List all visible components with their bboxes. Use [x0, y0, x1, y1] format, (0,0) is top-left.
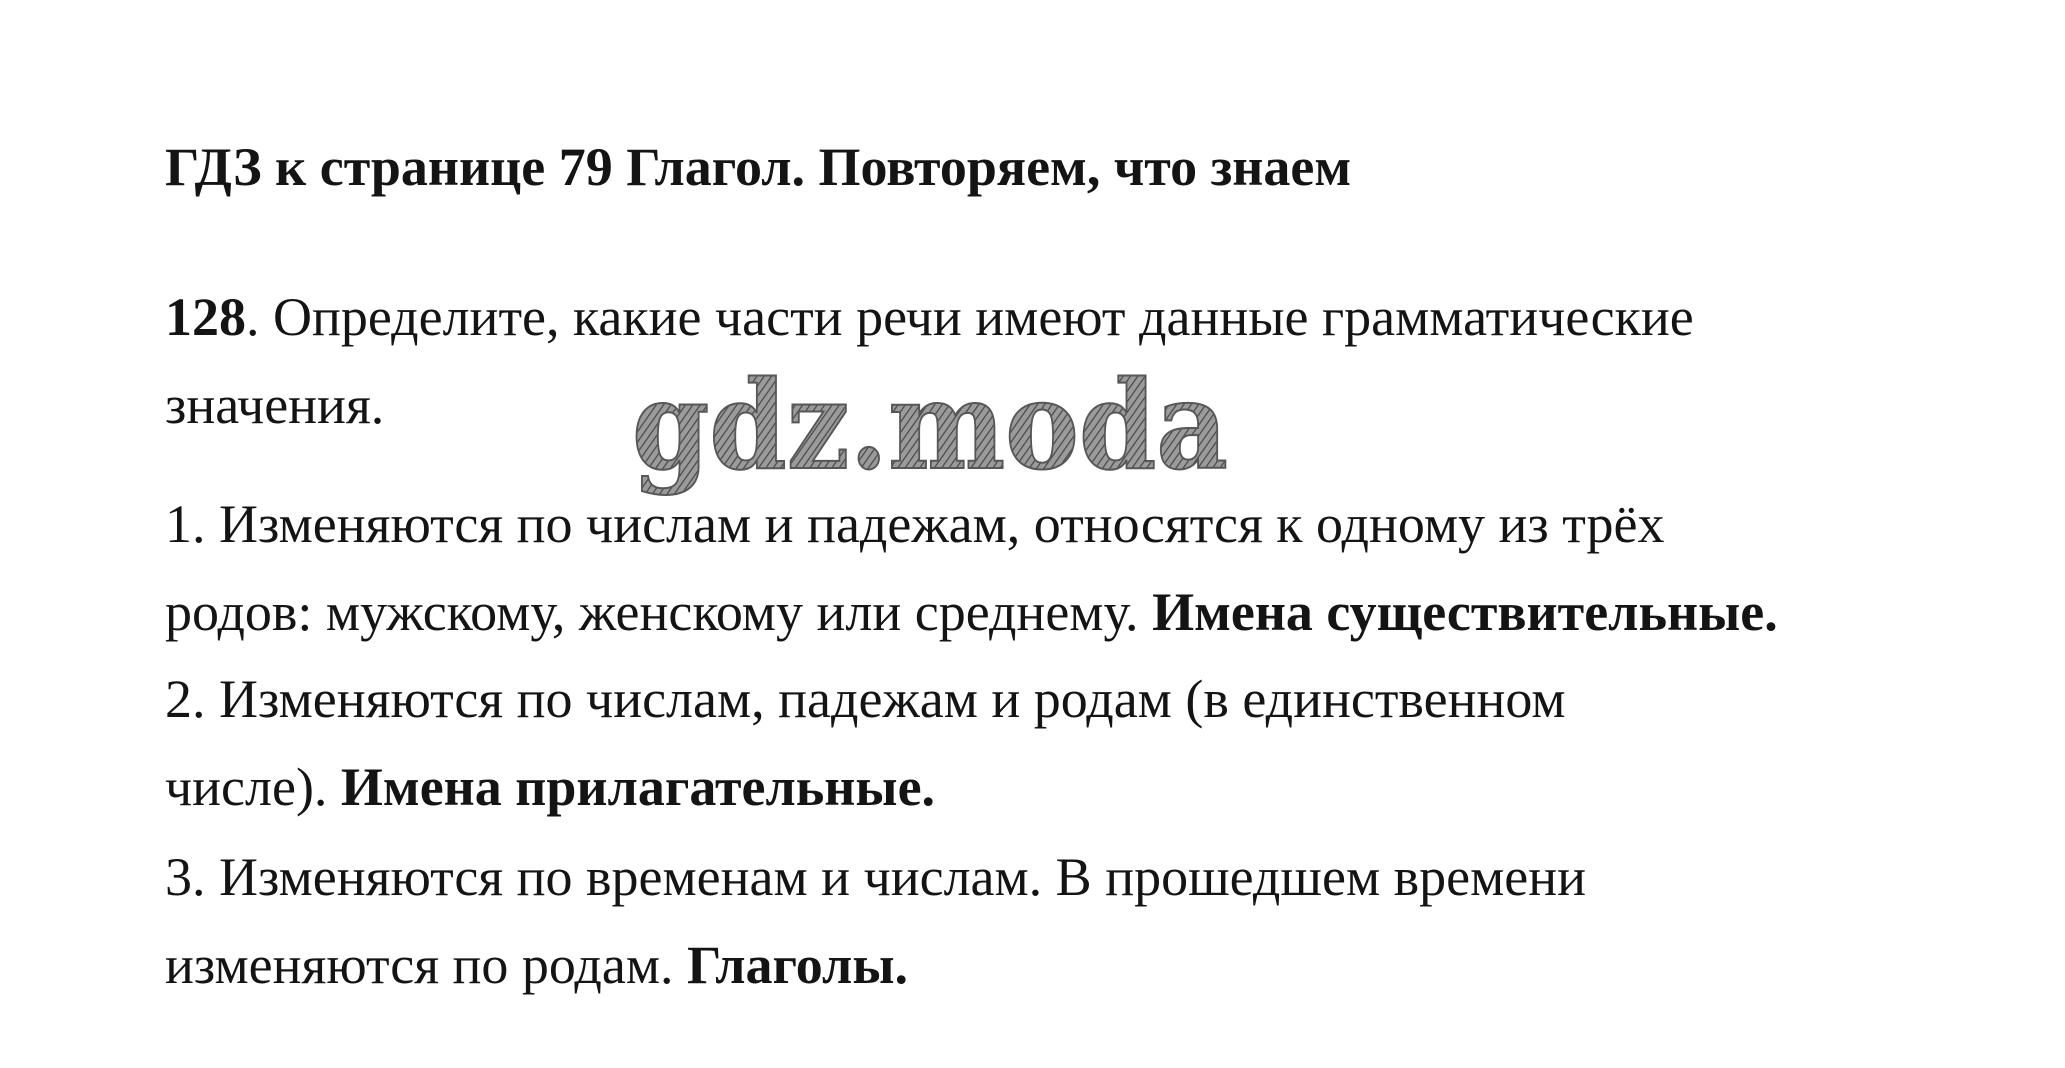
item-1-answer: Имена существительные.	[1152, 582, 1778, 642]
watermark-logo	[630, 353, 1230, 497]
item-2-line-1: 2. Изменяются по числам, падежам и родам (в единственном	[165, 669, 1566, 729]
item-2-line-2	[165, 757, 936, 817]
item-1-line-2	[165, 582, 1778, 642]
task-line-1	[165, 287, 1694, 347]
watermark-svg	[630, 353, 1230, 497]
item-3-line-1: 3. Изменяются по временам и числам. В прошедшем времени	[165, 847, 1587, 907]
item-2-text: числе).	[165, 757, 341, 817]
item-3-answer: Глаголы.	[687, 935, 908, 995]
item-1-text: родов: мужскому, женскому или среднему.	[165, 582, 1153, 642]
page-title: ГДЗ к странице 79 Глагол. Повторяем, что знаем	[165, 137, 1352, 197]
item-1-line-1: 1. Изменяются по числам и падежам, относятся к одному из трёх	[165, 494, 1665, 554]
task-text-1: . Определите, какие части речи имеют данные грамматические	[246, 287, 1694, 347]
watermark-text: gdz.moda	[632, 353, 1228, 497]
item-2-answer: Имена прилагательные.	[340, 757, 936, 817]
item-3-text: изменяются по родам.	[165, 935, 687, 995]
task-line-2: значения.	[165, 375, 385, 435]
item-3-line-2	[165, 935, 908, 995]
task-number: 128	[165, 287, 246, 347]
